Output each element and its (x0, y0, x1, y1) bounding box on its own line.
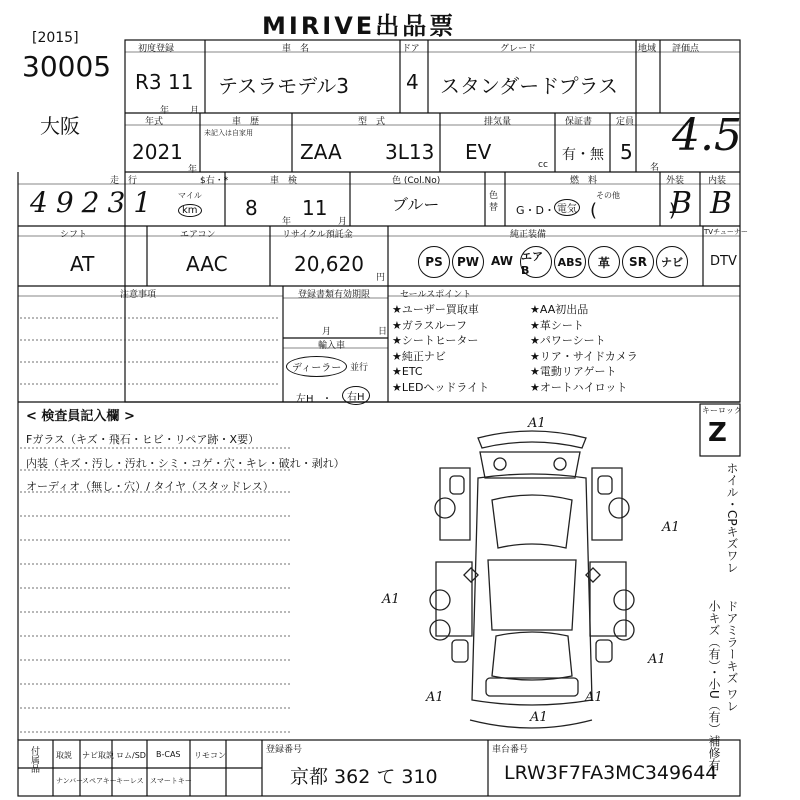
damage-mark: A1 (426, 690, 444, 705)
shaken-extra-label: $右・* (200, 176, 229, 186)
vin-label: 車台番号 (492, 745, 529, 755)
tv-label: TVチューナー (704, 228, 748, 236)
grade-label: グレード (500, 44, 537, 54)
fuel-electric-circled: 電気 (554, 199, 580, 216)
sales-point: ★パワーシート (530, 334, 606, 347)
fuel-label: 燃 料 (570, 176, 598, 186)
capacity-unit: 名 (650, 163, 660, 173)
mileage-digit: 4 (30, 186, 48, 219)
capacity: 5 (620, 140, 633, 164)
left-hand: 左H (296, 394, 314, 405)
notes-label: 注意事項 (120, 290, 157, 300)
sales-point: ★リア・サイドカメラ (530, 349, 638, 363)
damage-mark: A1 (530, 710, 548, 725)
car-history-note: 未記入は自家用 (204, 129, 253, 137)
damage-mark: A1 (528, 416, 546, 431)
mirror-damage-note: 小キズ（有）・小U（有）補修有 (707, 600, 721, 771)
warranty-label: 保証書 (565, 117, 593, 127)
color: ブルー (392, 195, 440, 214)
inspect-line: 内装（キズ・汚し・汚れ・シミ・コゲ・穴・キレ・破れ・剥れ） (26, 457, 345, 470)
damage-mark: A1 (382, 592, 400, 607)
sales-point: ★AA初出品 (530, 303, 589, 316)
accessory-item: 取説 (56, 751, 72, 760)
door-label: ドア (402, 44, 420, 54)
inspector-label: < 検査員記入欄 > (26, 409, 135, 424)
mileage-digit: 3 (107, 186, 126, 219)
equipment-item: PW (452, 246, 484, 278)
year-code: [2015] (32, 30, 79, 46)
damage-mark: A1 (648, 652, 666, 667)
km-unit-circled: km (178, 204, 202, 217)
lot-number: 30005 (22, 50, 112, 83)
color-change-label: 色替 (489, 191, 499, 213)
equipment-item: エアB (520, 246, 552, 278)
mileage-label: 走 行 (110, 176, 138, 186)
import-label: 輸入車 (318, 341, 346, 351)
accessory-item: キーレス (116, 777, 144, 785)
wheel-damage-note: ホイル・CPキズワレ (725, 462, 739, 574)
recycle-fee: 20,620 (294, 252, 364, 276)
fuel-other-paren: ( ) (590, 200, 677, 221)
form-title: MIRIVE出品票 (262, 12, 457, 40)
door-mirror-note: ドアミラーキズ ワレ (725, 600, 739, 712)
car-name: テスラモデル3 (218, 74, 349, 98)
keylock-value: Z (708, 418, 727, 448)
model-prefix: ZAA (300, 140, 342, 164)
region-label: 地域 (638, 44, 657, 54)
color-label: 色 (Col.No) (392, 176, 441, 186)
damage-mark: A1 (585, 690, 603, 705)
mileage-digit: 2 (81, 186, 100, 219)
recycle-label: リサイクル預託金 (282, 230, 353, 240)
shaken-month-mark: 月 (338, 217, 348, 227)
venue: 大阪 (40, 114, 80, 138)
plate-label: 登録番号 (266, 745, 303, 755)
right-hand-circled: 右H (342, 386, 370, 405)
equipment-item: AW (491, 254, 513, 268)
reg-expiry-label: 登録書類有効期限 (298, 290, 371, 300)
first-reg-year-mark: 年 (160, 106, 170, 116)
heiko: 並行 (350, 363, 369, 373)
equipment-item: SR (622, 246, 654, 278)
lr-separator: ・ (322, 394, 332, 405)
doors: 4 (406, 70, 419, 94)
accessory-item: ナビ取説 (82, 751, 114, 760)
accessory-item: スペアキー (82, 777, 117, 785)
reg-day-mark: 日 (378, 327, 388, 337)
sales-point: ★革シート (530, 318, 584, 332)
inspect-line: Fガラス（キズ・飛石・ヒビ・リペア跡・X要） (26, 433, 260, 446)
shift-label: シフト (60, 230, 88, 240)
fuel-other-label: その他 (596, 191, 620, 200)
recycle-yen: 円 (376, 273, 386, 283)
warranty: 有・無 (562, 147, 604, 163)
car-name-label: 車 名 (282, 44, 310, 54)
interior-grade: B (710, 186, 733, 221)
accessory-item: ナンバー (56, 777, 84, 785)
shaken-year-mark: 年 (282, 217, 292, 227)
sales-point: ★ガラスルーフ (392, 318, 467, 332)
sales-point: ★ユーザー買取車 (392, 303, 479, 316)
ac: AAC (186, 252, 228, 276)
inspect-line: オーディオ（無し・穴）/ タイヤ（スタッドレス） (26, 480, 274, 493)
mileage-digit: 1 (133, 186, 152, 219)
accessory-item: スマートキー (150, 777, 192, 785)
equipment-item: PS (418, 246, 450, 278)
sales-points-label: セールスポイント (400, 290, 472, 300)
shaken-year: 8 (245, 196, 258, 220)
engine-label: 排気量 (484, 117, 512, 127)
nenshiki: 2021 (132, 140, 183, 164)
vin: LRW3F7FA3MC349644 (504, 762, 718, 784)
score: 4.5 (672, 110, 742, 161)
accessory-item: リモコン (194, 751, 226, 760)
shaken-label: 車 検 (270, 176, 298, 186)
score-label: 評価点 (672, 44, 700, 54)
plate-number: 京都 362 て 310 (290, 766, 438, 788)
mile-unit: マイル (178, 191, 202, 200)
nenshiki-year-mark: 年 (188, 165, 198, 175)
capacity-label: 定員 (616, 117, 635, 127)
sales-point: ★オートハイロット (530, 380, 628, 394)
accessory-item: ロム/SD (116, 751, 146, 760)
accessory-item: B-CAS (156, 750, 181, 759)
keylock-label: キーロック (702, 406, 742, 415)
fuel-options: G・D・ (516, 204, 555, 217)
equipment-item: ナビ (656, 246, 688, 278)
engine: EV (465, 140, 492, 164)
model-label: 型 式 (358, 117, 386, 127)
sales-point: ★LEDヘッドライト (392, 380, 490, 394)
first-reg-value: R3 11 (135, 70, 194, 94)
interior-label: 内装 (708, 176, 727, 186)
reg-month-mark: 月 (322, 327, 332, 337)
equipment-item: 革 (588, 246, 620, 278)
sales-point: ★純正ナビ (392, 349, 446, 363)
first-reg-label: 初度登録 (138, 44, 175, 54)
cc-unit: cc (538, 160, 548, 170)
sales-point: ★電動リアゲート (530, 365, 617, 378)
first-reg-month-mark: 月 (190, 106, 200, 116)
ac-label: エアコン (180, 230, 216, 240)
car-history-label: 車 歴 (232, 117, 260, 127)
dealer-circled: ディーラー (286, 356, 347, 377)
accessories-label: 付属品 (29, 746, 39, 773)
grade: スタンダードプラス (440, 74, 618, 98)
shaken-month: 11 (302, 196, 328, 220)
nenshiki-label: 年式 (145, 117, 164, 127)
sales-point: ★ETC (392, 365, 423, 378)
tv: DTV (710, 254, 737, 269)
exterior-label: 外装 (666, 176, 685, 186)
shift: AT (70, 252, 95, 276)
sales-point: ★シートヒーター (392, 334, 479, 347)
exterior-grade: B (670, 186, 693, 221)
equipment-item: ABS (554, 246, 586, 278)
equipment-label: 純正装備 (510, 230, 547, 240)
mileage-digit: 9 (55, 186, 74, 219)
damage-mark: A1 (662, 520, 680, 535)
model-code: 3L13 (385, 140, 435, 164)
